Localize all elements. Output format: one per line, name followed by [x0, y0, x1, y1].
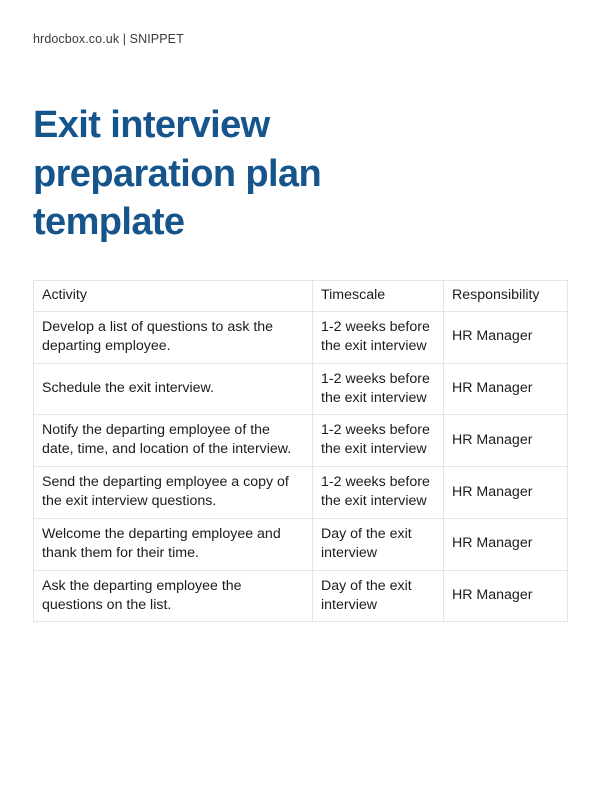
plan-table-container: [33, 280, 567, 622]
table-header: [34, 281, 568, 312]
table-row: [34, 311, 568, 363]
column-header-responsibility: Responsibility: [444, 281, 568, 312]
cell-activity: Notify the departing employee of the date, time, and location of the interview.: [34, 415, 313, 467]
cell-responsibility: HR Manager: [444, 311, 568, 363]
cell-timescale: 1-2 weeks before the exit interview: [313, 467, 444, 519]
cell-timescale: 1-2 weeks before the exit interview: [313, 415, 444, 467]
cell-responsibility: HR Manager: [444, 363, 568, 415]
column-header-activity: Activity: [34, 281, 313, 312]
table-header-row: [34, 281, 568, 312]
cell-activity: Schedule the exit interview.: [34, 363, 313, 415]
brand-header: hrdocbox.co.uk | SNIPPET: [33, 32, 184, 46]
cell-responsibility: HR Manager: [444, 415, 568, 467]
cell-activity: Develop a list of questions to ask the departing employee.: [34, 311, 313, 363]
cell-activity: Welcome the departing employee and thank them for their time.: [34, 518, 313, 570]
cell-responsibility: HR Manager: [444, 467, 568, 519]
cell-responsibility: HR Manager: [444, 570, 568, 622]
table-row: [34, 415, 568, 467]
cell-timescale: 1-2 weeks before the exit interview: [313, 311, 444, 363]
cell-timescale: Day of the exit interview: [313, 570, 444, 622]
exit-interview-plan-table: [33, 280, 568, 622]
table-row: [34, 570, 568, 622]
cell-timescale: Day of the exit interview: [313, 518, 444, 570]
table-row: [34, 363, 568, 415]
cell-activity: Ask the departing employee the questions on the list.: [34, 570, 313, 622]
table-row: [34, 518, 568, 570]
cell-timescale: 1-2 weeks before the exit interview: [313, 363, 444, 415]
cell-responsibility: HR Manager: [444, 518, 568, 570]
table-row: [34, 467, 568, 519]
page-title: Exit interview preparation plan template: [33, 104, 322, 243]
table-body: [34, 311, 568, 622]
cell-activity: Send the departing employee a copy of the exit interview questions.: [34, 467, 313, 519]
column-header-timescale: Timescale: [313, 281, 444, 312]
